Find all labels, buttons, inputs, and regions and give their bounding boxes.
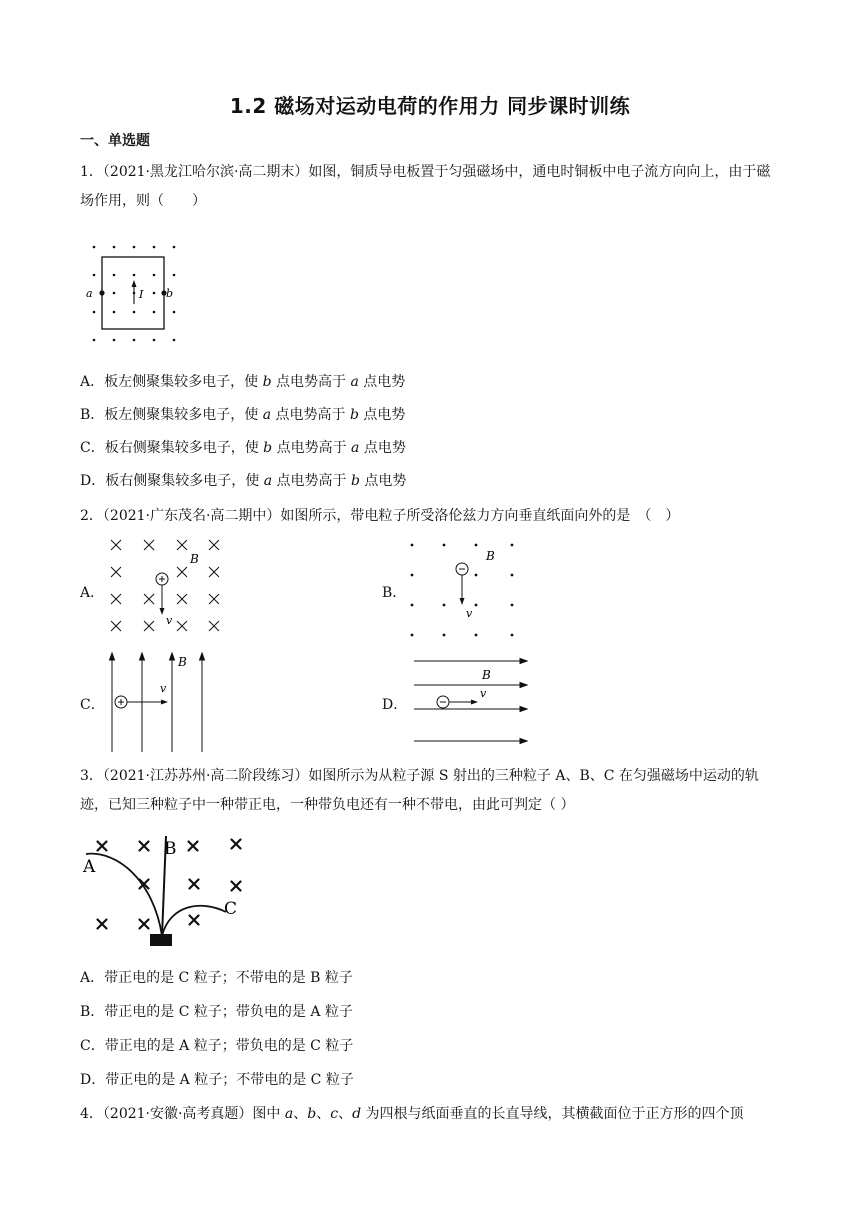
section-heading: 一、单选题 — [80, 133, 150, 149]
point-a — [99, 290, 104, 295]
q2-figure-a — [104, 535, 234, 635]
q3-option-b: B．带正电的是 C 粒子；带负电的是 A 粒子 — [80, 1004, 353, 1020]
q2-figure-b — [404, 535, 534, 640]
q2a-label-v: v — [166, 614, 173, 627]
q2c-label-v: v — [160, 682, 167, 695]
page-title: 1.2 磁场对运动电荷的作用力 同步课时训练 — [229, 94, 631, 118]
q3-label-A: A — [83, 857, 96, 877]
q1-figure — [84, 240, 184, 348]
q2b-label-v: v — [466, 607, 473, 620]
q2-figure-d — [410, 655, 535, 750]
q2a-label-B: B — [190, 552, 199, 566]
q2d-label-B: B — [482, 668, 491, 682]
q2-label-a: A． — [80, 585, 105, 601]
question-3-text: 3．（2021·江苏苏州·高二阶段练习）如图所示为从粒子源 S 射出的三种粒子 A、B、C 在匀强磁场中运动的轨迹，已知三种粒子中一种带正电，一种带负电还有一种不带电，由此可判定（ ） — [80, 768, 759, 813]
q3-figure — [78, 832, 248, 952]
q1-option-c: C．板右侧聚集较多电子，使 b 点电势高于 a 点电势 — [80, 440, 406, 456]
question-2-text: 2．（2021·广东茂名·高二期中）如图所示，带电粒子所受洛伦兹力方向垂直纸面向外的是 （ ） — [80, 508, 680, 524]
q3-label-B: B — [164, 839, 177, 859]
question-4-text: 4．（2021·安徽·高考真题）图中 a、b、c、d 为四根与纸面垂直的长直导线，其横截面位于正方形的四个顶 — [80, 1106, 744, 1122]
q2-label-c: C． — [80, 697, 105, 713]
q3-label-C: C — [224, 899, 238, 919]
q2d-label-v: v — [480, 687, 487, 700]
q1-option-b: B．板左侧聚集较多电子，使 a 点电势高于 b 点电势 — [80, 407, 406, 423]
label-b: b — [166, 287, 174, 300]
q3-option-a: A．带正电的是 C 粒子；不带电的是 B 粒子 — [80, 970, 353, 986]
q2c-label-B: B — [178, 655, 187, 669]
q2-label-b: B． — [382, 585, 407, 601]
q2b-label-B: B — [486, 549, 495, 563]
q2-figure-c — [104, 650, 224, 755]
label-a: a — [86, 287, 93, 300]
q1-option-a: A．板左侧聚集较多电子，使 b 点电势高于 a 点电势 — [80, 374, 406, 390]
q2-label-d: D． — [382, 697, 408, 713]
label-I: I — [139, 288, 144, 301]
question-1-text: 1．（2021·黑龙江哈尔滨·高二期末）如图，铜质导电板置于匀强磁场中，通电时铜板中电子流方向向上，由于磁场作用，则（ ） — [80, 164, 771, 209]
q1-option-d: D．板右侧聚集较多电子，使 a 点电势高于 b 点电势 — [80, 473, 407, 489]
q3-option-c: C．带正电的是 A 粒子；带负电的是 C 粒子 — [80, 1038, 354, 1054]
q3-option-d: D．带正电的是 A 粒子；不带电的是 C 粒子 — [80, 1072, 354, 1088]
